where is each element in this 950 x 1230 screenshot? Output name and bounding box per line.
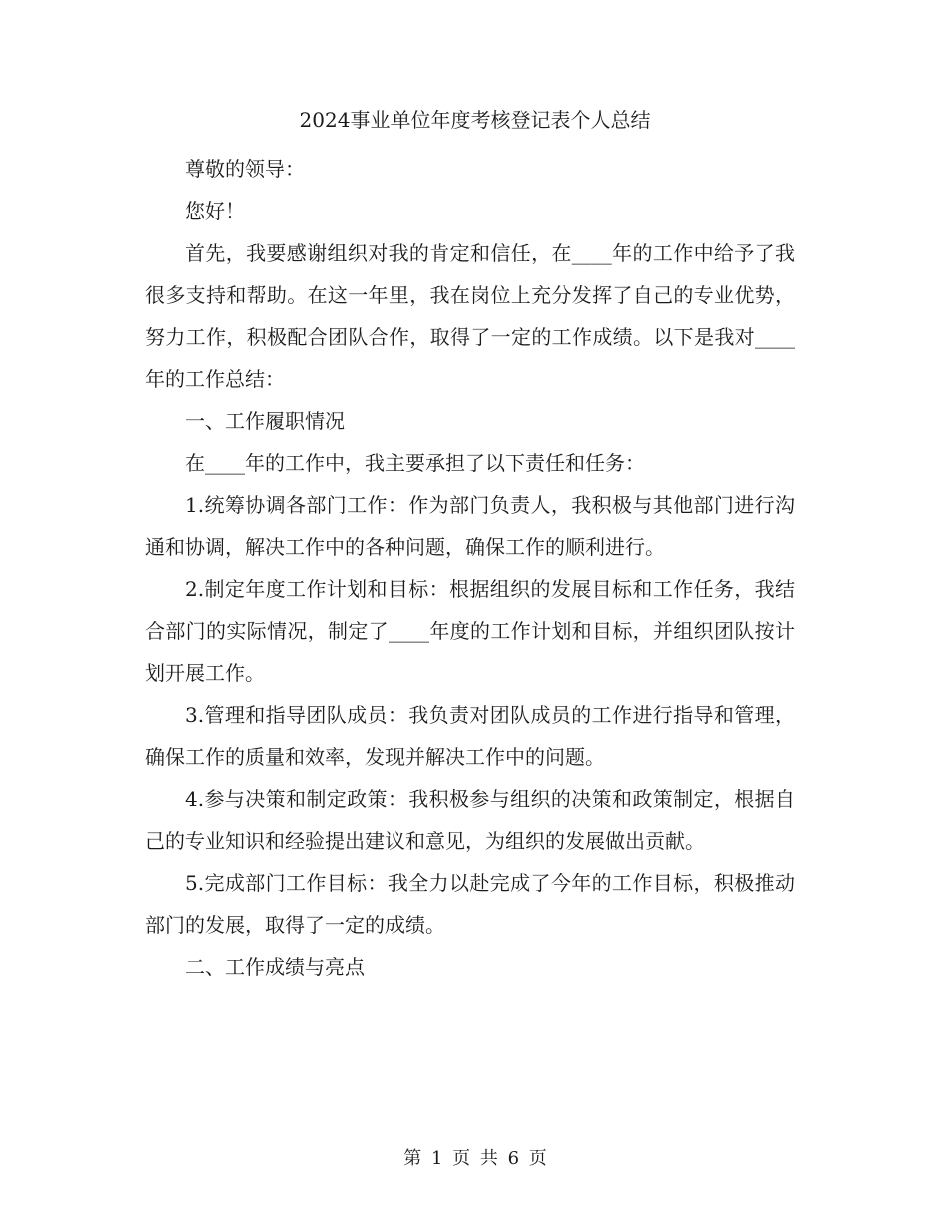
list-item-5: 5.完成部门工作目标：我全力以赴完成了今年的工作目标，积极推动部门的发展，取得了一定的成绩。	[145, 871, 795, 937]
greeting: 您好！	[185, 199, 245, 223]
list-item-2: 2.制定年度工作计划和目标：根据组织的发展目标和工作任务，我结合部门的实际情况，制定了____年度的工作计划和目标，并组织团队按计划开展工作。	[145, 577, 795, 685]
salutation: 尊敬的领导：	[185, 157, 305, 181]
list-item-3: 3.管理和指导团队成员：我负责对团队成员的工作进行指导和管理，确保工作的质量和效率，发现并解决工作中的问题。	[145, 703, 795, 769]
page-number-footer: 第 1 页 共 6 页	[403, 1148, 547, 1169]
intro-paragraph: 首先，我要感谢组织对我的肯定和信任，在____年的工作中给予了我很多支持和帮助。在这一年里，我在岗位上充分发挥了自己的专业优势，努力工作，积极配合团队合作，取得了一定的工作成绩。以下是我对____年的工作总结：	[145, 241, 795, 391]
list-item-4: 4.参与决策和制定政策：我积极参与组织的决策和政策制定，根据自己的专业知识和经验提出建议和意见，为组织的发展做出贡献。	[145, 787, 795, 853]
document-title: 2024事业单位年度考核登记表个人总结	[299, 108, 651, 132]
section-heading-1: 一、工作履职情况	[185, 409, 345, 433]
list-item-1: 1.统筹协调各部门工作：作为部门负责人，我积极与其他部门进行沟通和协调，解决工作中的各种问题，确保工作的顺利进行。	[145, 493, 795, 559]
section-1-lead: 在____年的工作中，我主要承担了以下责任和任务：	[185, 451, 645, 475]
section-heading-2: 二、工作成绩与亮点	[185, 955, 365, 979]
document-body	[145, 148, 795, 988]
